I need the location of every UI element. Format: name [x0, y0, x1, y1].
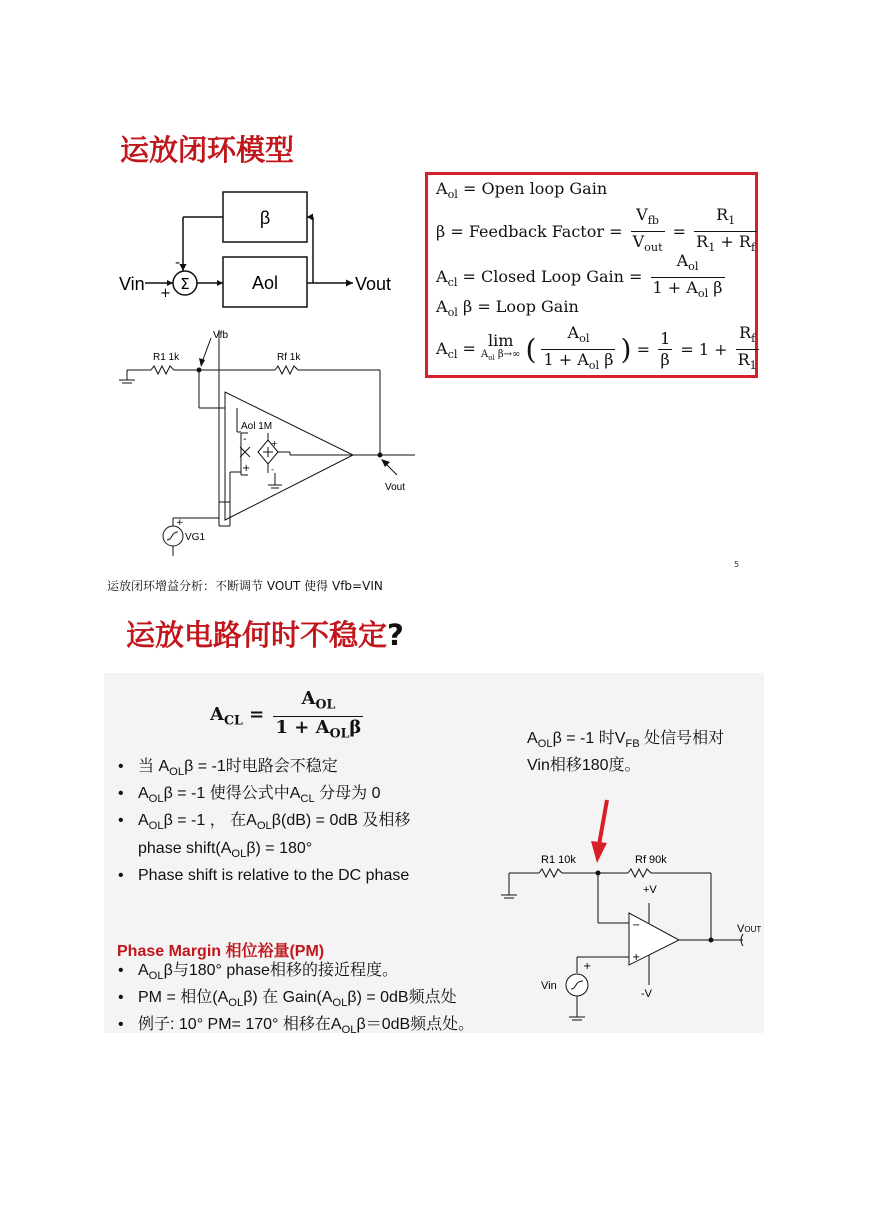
dep-minus: - [271, 465, 274, 474]
formula-box [425, 172, 758, 378]
vfb-label: Vfb [213, 330, 229, 341]
red-arrow-head [591, 841, 607, 863]
vin-label: Vin [119, 274, 145, 294]
r1-10k-label: R1 10k [541, 854, 576, 866]
vout-2-label: VOUT [737, 923, 762, 935]
caption: 运放闭环增益分析：不断调节 VOUT 使得 Vfb=VIN [107, 579, 383, 593]
dep-plus: + [271, 439, 278, 448]
page-number: 5 [734, 560, 740, 569]
minus-sign: - [175, 255, 181, 271]
src-2-plus: + [583, 961, 592, 972]
formula-beta: β = Feedback Factor = $\frac{V_{fb}}{V_{out}}$ = $\frac{R_1}{R_1 + R_f}$ [436, 205, 756, 255]
rf-90k-label: Rf 90k [635, 854, 667, 866]
formula-aol: $A_{ol}$ = Open loop Gain [436, 179, 608, 202]
schematic-1 [115, 330, 425, 560]
vg1-label: VG1 [185, 532, 206, 543]
plus-sign: + [160, 286, 171, 301]
in-plus: + [242, 463, 251, 474]
pm-bullet-3: • 例子: 10° PM= 170° 相移在$A_{OL}\beta=0dB$频点处。 [116, 1014, 474, 1041]
pm-bullets [116, 960, 474, 1042]
instability-bullets [116, 756, 410, 887]
bullet-2: • $A_{OL}\beta = -1$ 使得公式中$A_{CL}$ 分母为 0 [116, 783, 410, 810]
acl-formula: $A_{CL}$ = $\frac{A_{OL}}{1 + A_{OL}\beta}$ [210, 688, 362, 741]
pm-heading: Phase Margin 相位裕量(PM) [117, 943, 325, 960]
formula-loop-gain: $A_{ol}$ β = Loop Gain [436, 297, 579, 320]
block-diagram [115, 182, 415, 312]
red-arrow-shaft [599, 800, 607, 845]
vminus-label: -V [641, 988, 652, 1000]
aol-label: Aol [251, 273, 279, 293]
opamp-2-minus: − [632, 920, 641, 931]
formula-acl: $A_{cl}$ = Closed Loop Gain = $\frac{A_{ol}}{1 + A_{ol} \beta}$ [436, 251, 723, 301]
slide-1-title: 运放闭环模型 [120, 133, 295, 167]
beta-label: β [259, 208, 271, 228]
vplus-label: +V [643, 884, 657, 896]
rf-label: Rf 1k [277, 352, 301, 363]
pm-bullet-1: • $A_{OL}\beta$与180° phase相移的接近程度。 [116, 960, 474, 987]
bullet-3: • $A_{OL}\beta = -1$ ， 在$A_{OL}\beta(dB) = 0dB$ 及相移 [116, 810, 410, 837]
r1-label: R1 1k [153, 352, 180, 363]
sigma-label: Σ [180, 275, 190, 293]
formula-acl-limit: $A_{cl}$ = lim $A_{ol}$ β→∞ ( $\frac{A_{ol}}{1 + A_{ol} \beta}$ ) = $\frac{1}{\beta}$ = 1 + $\frac{R_f}{R_1}$ [436, 323, 757, 373]
opamp-triangle [225, 392, 353, 520]
schematic-2 [495, 795, 765, 1030]
opamp-2-plus: + [632, 952, 641, 963]
slide-2-title: 运放电路何时不稳定? [126, 618, 404, 652]
bullet-3-cont: phase $shift(A_{OL}\beta) = 180^\circ$ [138, 839, 313, 860]
vin-2-label: Vin [541, 980, 557, 992]
src-plus: + [176, 518, 184, 528]
vout-label: Vout [355, 274, 392, 294]
phase-note: $A_{OL}\beta = -1$ 时$V_{FB}$ 处信号相对 Vin相移180度。 [527, 730, 725, 775]
pm-bullet-2: • PM = 相位$(A_{OL}\beta)$ 在 $Gain(A_{OL}\beta) = 0dB$频点处 [116, 987, 474, 1014]
aol-label-sch: Aol 1M [241, 421, 273, 432]
vout-label-sch: Vout [385, 482, 406, 493]
bullet-1: • 当 $A_{OL}\beta = -1$时电路会不稳定 [116, 756, 410, 783]
in-minus: - [243, 434, 247, 445]
bullet-4: • Phase shift is relative to the DC phase [116, 865, 410, 887]
